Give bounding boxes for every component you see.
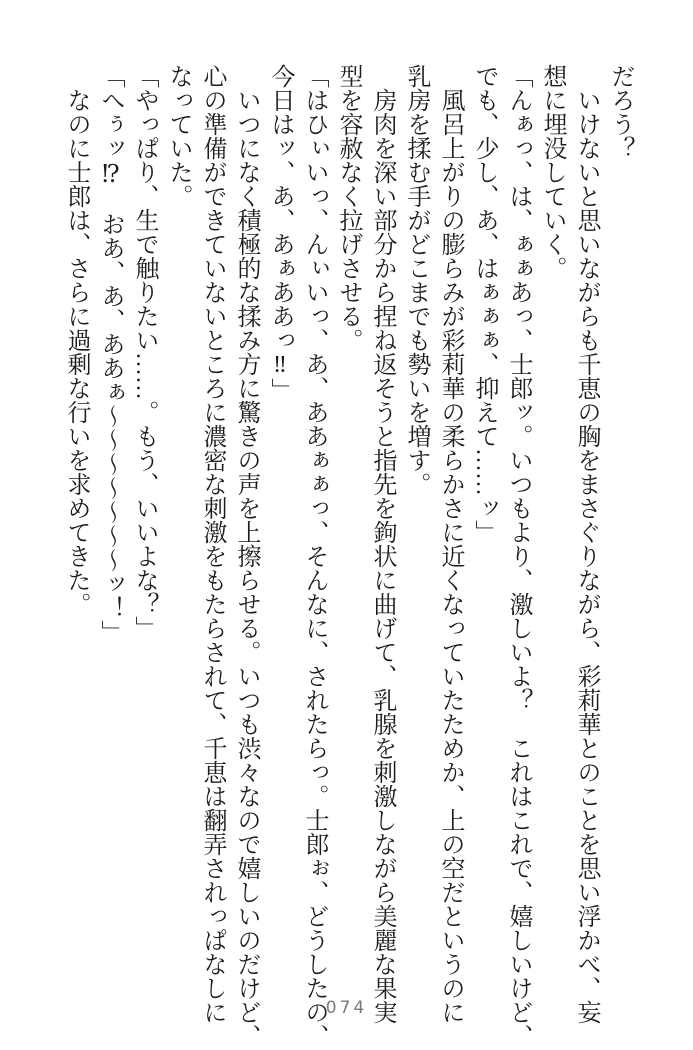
text-line: だろう？ <box>607 64 633 160</box>
text-line: 型を容赦なく拉げさせる。 <box>335 64 361 352</box>
text-line: 「へぅッ⁉ おあ、あ、ああぁ～～～～～～～ッ！」 <box>97 64 123 644</box>
text-line: 乳房を揉む手がどこまでも勢いを増す。 <box>403 64 429 496</box>
text-line: いつになく積極的な揉み方に驚きの声を上擦らせる。いつも渋々なので嬉しいのだけど、 <box>233 64 259 1048</box>
text-line: なっていた。 <box>165 64 191 208</box>
text-line: 「んぁっ、は、ぁぁあっ、士郎ッ。いつもより、激しいよ？ これはこれで、嬉しいけど、 <box>505 64 531 1048</box>
text-line: でも、少し、あ、はぁぁぁ、抑えて……ッ」 <box>471 64 497 544</box>
page-number: 074 <box>325 998 368 1018</box>
text-line: 「やっぱり、生で触りたい……。もう、いいよな？」 <box>131 64 157 640</box>
vertical-text-block <box>59 64 637 1048</box>
text-line: 房肉を深い部分から捏ね返そうと指先を鉤状に曲げて、乳腺を刺激しながら美麗な果実 <box>369 64 395 1024</box>
text-line: いけないと思いながらも千恵の胸をまさぐりながら、彩莉華とのことを思い浮かべ、妄 <box>573 64 599 1024</box>
text-line: なのに士郎は、さらに過剰な行いを求めてきた。 <box>63 64 89 616</box>
text-line: 今日はッ、あ、あぁああっ‼」 <box>267 64 293 402</box>
text-line: 想に埋没していく。 <box>539 64 565 280</box>
text-line: 風呂上がりの膨らみが彩莉華の柔らかさに近くなっていたためか、上の空だというのに <box>437 64 463 1024</box>
text-line: 「はひぃいっ、んぃいっ、あ、ああぁぁっ、そんなに、されたらっ。士郎ぉ、どうしたの、 <box>301 64 327 1048</box>
text-line: 心の準備ができていないところに濃密な刺激をもたらされて、千恵は翻弄されっぱなしに <box>199 64 225 1024</box>
